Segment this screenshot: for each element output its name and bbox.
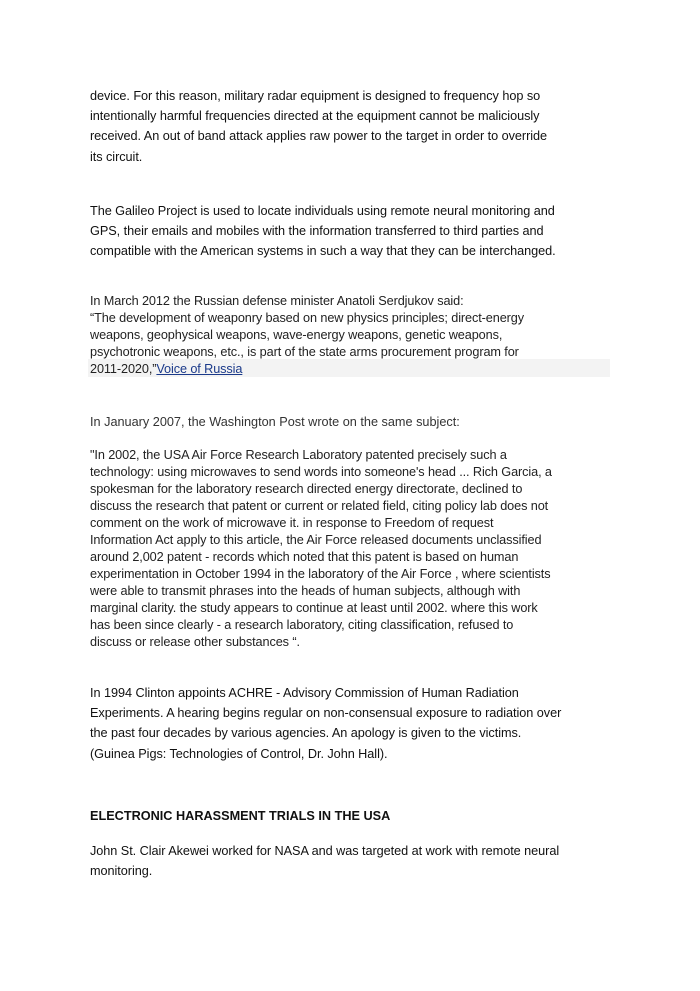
text-line: were able to transmit phrases into the heads of human subjects, although with bbox=[90, 584, 521, 598]
section-heading: ELECTRONIC HARASSMENT TRIALS IN THE USA bbox=[90, 809, 391, 823]
text-line: around 2,002 patent - records which noted that this patent is based on human bbox=[90, 550, 519, 564]
text-line: weapons, geophysical weapons, wave-energy weapons, genetic weapons, bbox=[90, 328, 503, 342]
text-line: technology: using microwaves to send words into someone's head ... Rich Garcia, a bbox=[90, 465, 552, 479]
text-line: In 1994 Clinton appoints ACHRE - Advisory Commission of Human Radiation bbox=[90, 686, 519, 700]
text-line: John St. Clair Akewei worked for NASA and was targeted at work with remote neural bbox=[90, 844, 560, 858]
text-line: Information Act apply to this article, the Air Force released documents unclassified bbox=[90, 533, 542, 547]
paragraph-russia-quote bbox=[90, 293, 615, 378]
text-line: "In 2002, the USA Air Force Research Laboratory patented precisely such a bbox=[90, 448, 507, 462]
paragraph-galileo bbox=[90, 201, 615, 262]
text-line: discuss the research that patent or current or related field, citing policy lab does not bbox=[90, 499, 549, 513]
text-line: discuss or release other substances “. bbox=[90, 635, 300, 649]
text-line: the past four decades by various agencies. An apology is given to the victims. bbox=[90, 726, 522, 741]
text-line: has been since clearly - a research laboratory, citing classification, refused to bbox=[90, 618, 514, 632]
text-line: its circuit. bbox=[90, 149, 143, 164]
text-line: device. For this reason, military radar equipment is designed to frequency hop so bbox=[90, 89, 541, 103]
text-line: received. An out of band attack applies raw power to the target in order to override bbox=[90, 129, 548, 144]
text-line: comment on the work of microwave it. in response to Freedom of request bbox=[90, 516, 494, 530]
text-line: Experiments. A hearing begins regular on non-consensual exposure to radiation over bbox=[90, 706, 562, 721]
text-line: compatible with the American systems in such a way that they can be interchanged. bbox=[90, 244, 556, 259]
paragraph-akewei bbox=[90, 841, 615, 881]
text-line: The Galileo Project is used to locate individuals using remote neural monitoring and bbox=[90, 204, 555, 218]
paragraph-achre bbox=[90, 683, 615, 764]
paragraph-washington-post-quote bbox=[90, 447, 615, 651]
text-line: GPS, their emails and mobiles with the information transferred to third parties and bbox=[90, 224, 544, 239]
voice-of-russia-link[interactable]: Voice of Russia bbox=[156, 362, 243, 376]
text-line: 2011-2020,” bbox=[90, 362, 157, 376]
text-line: marginal clarity. the study appears to continue at least until 2002. where this work bbox=[90, 601, 538, 615]
text-line: experimentation in October 1994 in the laboratory of the Air Force , where scientists bbox=[90, 567, 551, 581]
text-line: “The development of weaponry based on new physics principles; direct-energy bbox=[90, 311, 524, 325]
text-line: spokesman for the laboratory research directed energy directorate, declined to bbox=[90, 482, 523, 496]
text-line: In March 2012 the Russian defense minister Anatoli Serdjukov said: bbox=[90, 294, 464, 308]
text-line: (Guinea Pigs: Technologies of Control, Dr. John Hall). bbox=[90, 746, 388, 761]
text-line: intentionally harmful frequencies directed at the equipment cannot be maliciously bbox=[90, 109, 540, 124]
paragraph-radar bbox=[90, 86, 615, 167]
text-line: psychotronic weapons, etc., is part of the state arms procurement program for bbox=[90, 345, 519, 359]
paragraph-washington-post-intro: In January 2007, the Washington Post wrote on the same subject: bbox=[90, 415, 460, 429]
text-line: monitoring. bbox=[90, 864, 153, 879]
